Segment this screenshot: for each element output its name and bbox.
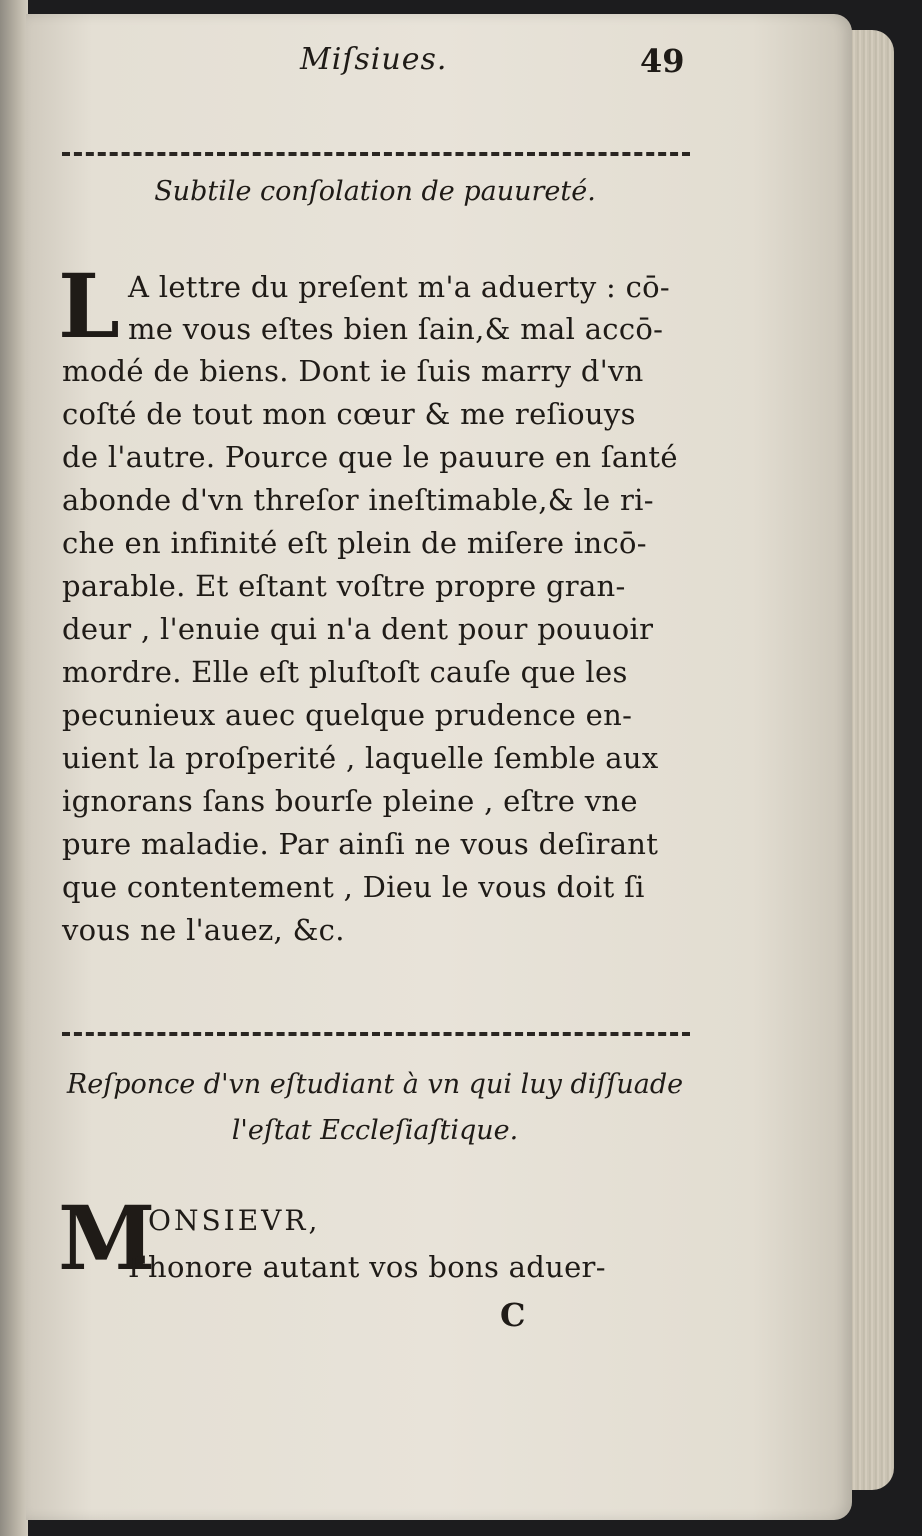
letter-line: de l'autre. Pource que le pauure en ſanté (62, 440, 678, 474)
letter-line: mordre. Elle eſt pluſtoſt cauſe que les (62, 655, 628, 689)
top-ornamental-rule (62, 152, 690, 156)
section-heading-2 (60, 1062, 690, 1154)
page-number: 49 (640, 42, 685, 80)
signature-mark: C (500, 1296, 526, 1334)
letter-line: vous ne l'auez, &c. (62, 913, 345, 947)
letter-line: pecunieux auec quelque prudence en- (62, 698, 633, 732)
letter-line: A lettre du preſent m'a aduerty : cō- (128, 270, 671, 304)
letter-line: abonde d'vn threſor ineſtimable,& le ri- (62, 483, 654, 517)
letter-line: coſté de tout mon cœur & me reſiouys (62, 397, 636, 431)
letter-line: pure maladie. Par ainſi ne vous deſirant (62, 827, 659, 861)
letter-line: che en infinité eſt plein de miſere incō- (62, 526, 647, 560)
middle-ornamental-rule (62, 1032, 690, 1036)
letter-2-line: I'honore autant vos bons aduer- (128, 1250, 606, 1284)
drop-cap-l: L (58, 254, 120, 358)
letter-line: uient la proſperité , laquelle ſemble aux (62, 741, 659, 775)
letter-line: deur , l'enuie qui n'a dent pour pouuoir (62, 612, 654, 646)
letter-line: que contentement , Dieu le vous doit ſi (62, 870, 645, 904)
section-heading-2-line-1: Reſponce d'vn eſtudiant à vn qui luy diſſuade (66, 1069, 684, 1100)
drop-cap-m: M (58, 1186, 156, 1290)
letter-line: ignorans ſans bourſe pleine , eſtre vne (62, 784, 638, 818)
letter-line: me vous eſtes bien ſain,& mal accō- (128, 312, 664, 346)
section-heading-2-line-2: l'eſtat Eccleſiaſtique. (231, 1115, 519, 1146)
salutation: ONSIEVR, (148, 1204, 321, 1237)
letter-line: modé de biens. Dont ie ſuis marry d'vn (62, 354, 644, 388)
running-head: Miſsiues. (300, 42, 448, 77)
section-heading-1: Subtile conſolation de pauureté. (154, 176, 596, 207)
adjacent-page-edge (0, 0, 28, 1536)
letter-line: parable. Et eſtant voſtre propre gran- (62, 569, 626, 603)
